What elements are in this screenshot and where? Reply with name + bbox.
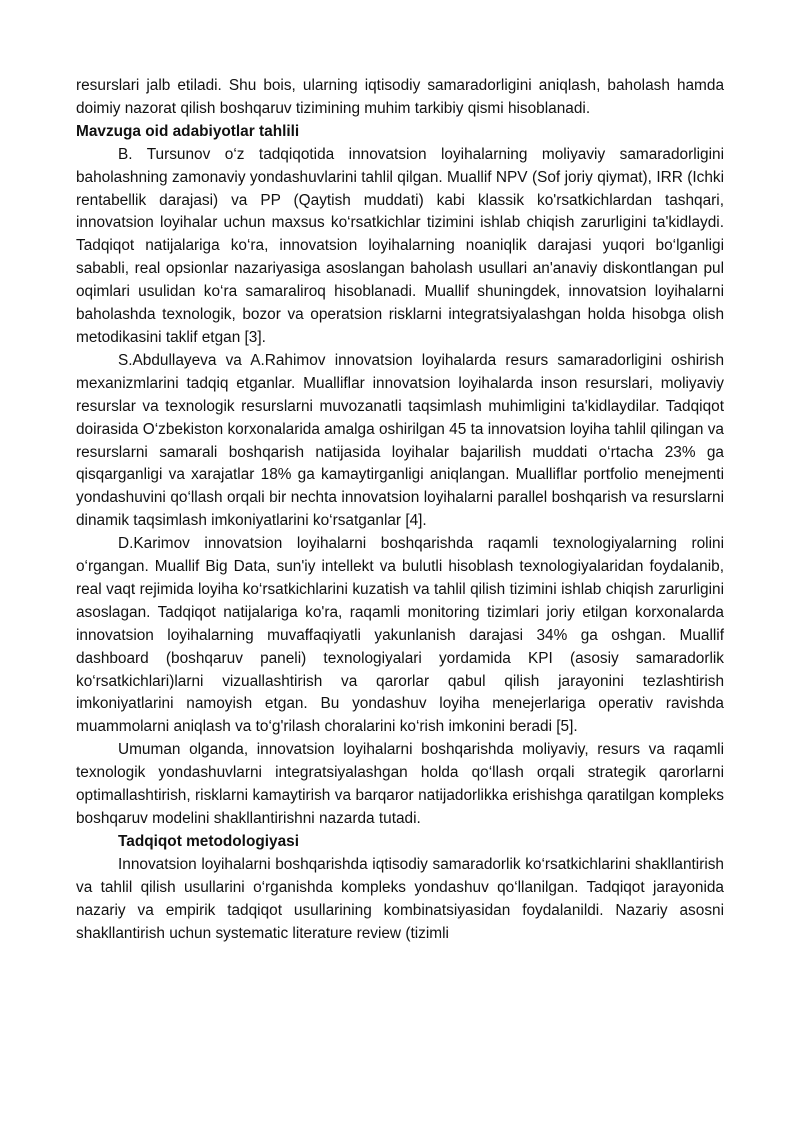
section-heading-methodology: Tadqiqot metodologiyasi [118, 832, 299, 850]
paragraph-intro-continuation: resurslari jalb etiladi. Shu bois, ularning iqtisodiy samaradorligini aniqlash, baholash hamda doimiy nazorat qilish boshqaruv tizimining muhim tarkibiy qismi hisoblanadi. [76, 77, 724, 117]
paragraph-methodology: Innovatsion loyihalarni boshqarishda iqtisodiy samaradorlik ko‘rsatkichlarini shakllantirish va tahlil qilish usullarini o‘rganishda kompleks yondashuv qo‘llanilgan. Tadqiqot jarayonida nazariy va empirik tadqiqot usullarining kombinatsiyasidan foydalanildi. Nazariy asosni shakllantirish uchun systematic literature review (tizimli [76, 855, 724, 942]
paragraph-tursunov: B. Tursunov o‘z tadqiqotida innovatsion loyihalarning moliyaviy samaradorligini baholashning zamonaviy yondashuvlarini tahlil qilgan. Muallif NPV (Sof joriy qiymat), IRR (Ichki rentabellik darajasi) va PP (Qaytish muddati) kabi klassik ko'rsatkichlardan tashqari, innovatsion loyihalar uchun maxsus ko‘rsatkichlar tizimini ishlab chiqish zarurligini ta'kidlaydi. Tadqiqot natijalariga ko‘ra, innovatsion loyihalarning noaniqlik darajasi yuqori bo‘lganligi sababli, real opsionlar nazariyasiga asoslangan baholash usullari an'anaviy diskontlangan pul oqimlari usulidan ko‘ra samaraliroq hisoblanadi. Muallif shuningdek, innovatsion loyihalarni baholashda texnologik, bozor va operatsion risklarni integratsiyalashgan holda hisobga olish metodikasini taklif etgan [3]. [76, 145, 724, 346]
paragraph-karimov: D.Karimov innovatsion loyihalarni boshqarishda raqamli texnologiyalarning rolini o‘rgangan. Muallif Big Data, sun'iy intellekt va bulutli hisoblash texnologiyalaridan foydalanib, real vaqt rejimida loyiha ko‘rsatkichlarini kuzatish va tahlil qilish tizimini ishlab chiqish zarurligini asoslagan. Tadqiqot natijalariga ko'ra, raqamli monitoring tizimlari joriy etilgan korxonalarda innovatsion loyihalarning muvaffaqiyatli yakunlanish darajasi 34% ga oshgan. Muallif dashboard (boshqaruv paneli) texnologiyalari yordamida KPI (asosiy samaradorlik ko‘rsatkichlari)larni vizuallashtirish va qarorlar qabul qilish jarayonini tezlashtirish imkoniyatlarini namoyish etgan. Bu yondashuv loyiha menejerlariga operativ ravishda muammolarni aniqlash va to‘g'rilash choralarini ko‘rish imkonini beradi [5]. [76, 535, 724, 736]
section-heading-literature-review: Mavzuga oid adabiyotlar tahlili [76, 122, 300, 140]
document-page [76, 75, 724, 945]
paragraph-summary: Umuman olganda, innovatsion loyihalarni boshqarishda moliyaviy, resurs va raqamli texnologik yondashuvlarni integratsiyalashgan holda qo‘llash orqali strategik qarorlarni optimallashtirish, risklarni kamaytirish va barqaror natijadorlikka erishishga qaratilgan kompleks boshqaruv modelini shakllantirishni nazarda tutadi. [76, 741, 724, 827]
paragraph-abdullayeva-rahimov: S.Abdullayeva va A.Rahimov innovatsion loyihalarda resurs samaradorligini oshirish mexanizmlarini tadqiq etganlar. Mualliflar innovatsion loyihalarda inson resurslari, moliyaviy resurslar va texnologik resurslarni muvozanatli taqsimlash muhimligini ta'kidlaydilar. Tadqiqot doirasida O‘zbekiston korxonalarida amalga oshirilgan 45 ta innovatsion loyiha tahlil qilingan va resurslarni samarali boshqarish natijasida loyihalar bajarilish muddati o‘rtacha 23% ga qisqarganligi va xarajatlar 18% ga kamaytirganligi aniqlangan. Mualliflar portfolio menejmenti yondashuvini qo‘llash orqali bir nechta innovatsion loyihalarni parallel boshqarish va resurslarni dinamik taqsimlash imkoniyatlarini ko‘rsatganlar [4]. [76, 351, 724, 530]
